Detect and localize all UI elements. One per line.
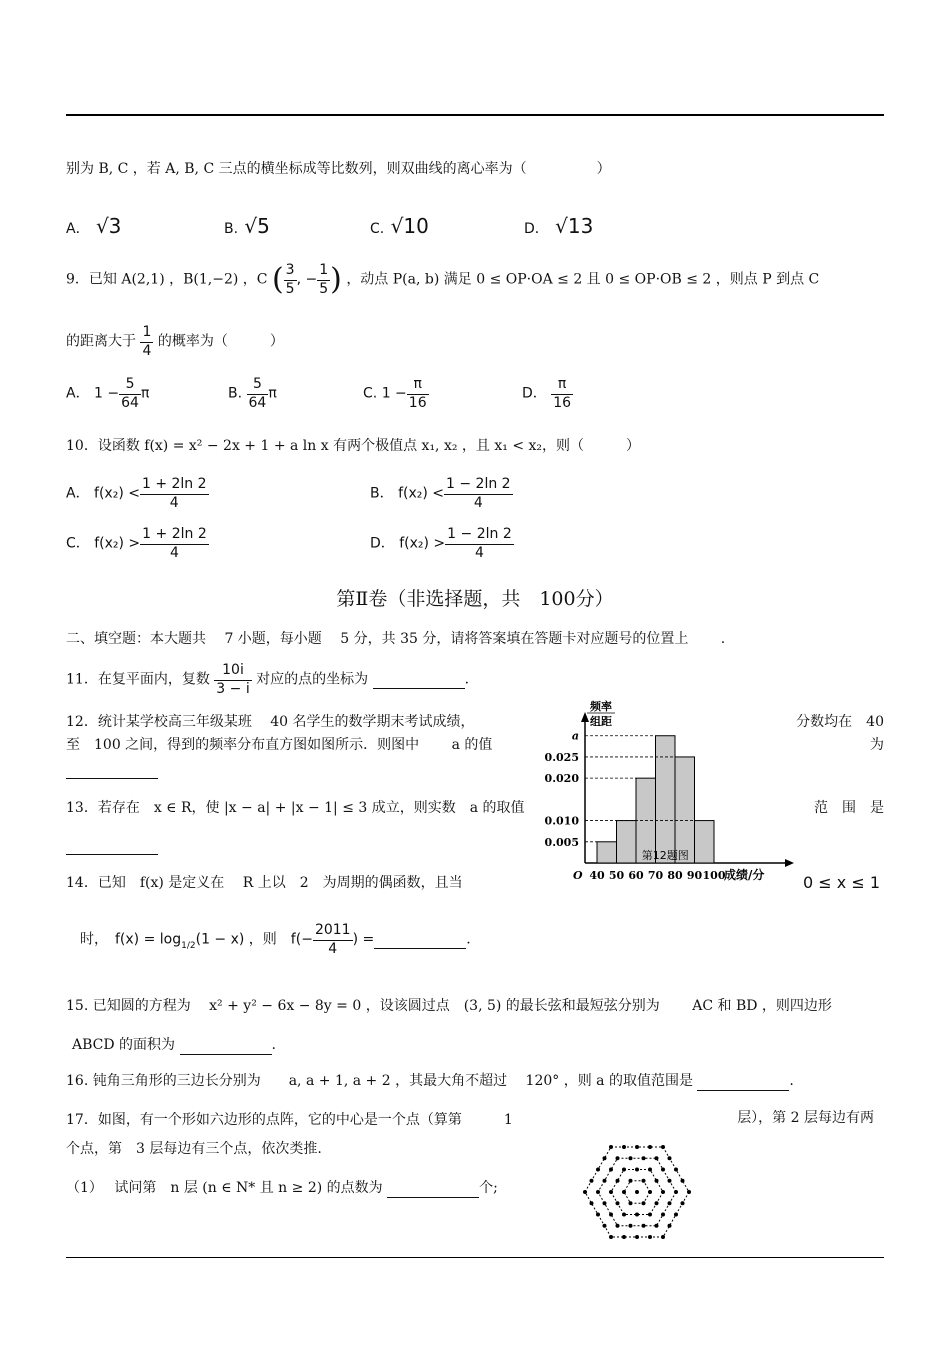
lattice-dot (642, 1201, 646, 1205)
lattice-dot (681, 1179, 685, 1183)
lattice-dot (629, 1224, 633, 1228)
lattice-dot (674, 1167, 678, 1171)
x-tick-label: 100 (702, 869, 726, 882)
lattice-dot (603, 1201, 607, 1205)
q10-option-b: B． f(x₂) < $\frac{1 - 2\ln 2}{4}$ (370, 476, 511, 511)
lattice-dot (661, 1235, 665, 1239)
q13-line: 13．若存在 x ∈ R，使 |x − a| + |x − 1| ≤ 3 成立，则实数 a 的取值 (66, 800, 525, 816)
lattice-dot (609, 1213, 613, 1217)
lattice-dot (668, 1156, 672, 1160)
lattice-dot (609, 1235, 613, 1239)
lattice-dot (681, 1201, 685, 1205)
q9-option-c: C. 1 − $\frac{\pi}{16}$ (363, 376, 427, 411)
y-tick-label: 0.025 (544, 750, 579, 764)
lattice-dot (661, 1145, 665, 1149)
q10-option-c: C． f(x₂) > $\frac{1 + 2\ln 2}{4}$ (66, 526, 207, 561)
x-tick-label: 60 (628, 869, 644, 882)
q15-line1: 15. 已知圆的方程为 x² + y² − 6x − 8y = 0 ，设该圆过点 (3, 5) 的最长弦和最短弦分别为 AC 和 BD ，则四边形 (66, 998, 832, 1014)
x-axis-label: 成绩/分 (724, 868, 765, 882)
lattice-dot (668, 1224, 672, 1228)
lattice-dot (648, 1145, 652, 1149)
histogram-bar (656, 736, 676, 863)
lattice-dot (629, 1156, 633, 1160)
y-axis-arrow (581, 712, 589, 722)
section-intro: 二、填空题：本大题共 7 小题，每小题 5 分，共 35 分，请将答案填在答题卡对应题号的位置上 . (66, 631, 726, 647)
origin-label: O (573, 869, 583, 882)
y-tick-label: 0.010 (544, 814, 579, 828)
q11-answer-blank[interactable] (373, 671, 465, 689)
lattice-dot (674, 1190, 678, 1194)
q8-tail: 别为 B, C ，若 A, B, C 三点的横坐标成等比数列，则双曲线的离心率为（ ） (66, 161, 611, 177)
y-tick-label: 0.020 (544, 772, 579, 786)
q9-line1: 9．已知 A(2,1) ，B(1,−2) ，C ( $\frac{3}{5}$ , − $\frac{1}{5}$ ) ，动点 P(a, b) 满足 0 ≤ OP·OA ≤ 2 且 0 ≤ OP·OB ≤ 2 ，则点 P 到点 C (66, 262, 820, 297)
lattice-dot (616, 1156, 620, 1160)
histogram-bar (675, 757, 695, 863)
q9-option-d: D． $\frac{\pi}{16}$ (522, 376, 572, 411)
q14-line1-right: 0 ≤ x ≤ 1 (803, 873, 880, 892)
lattice-dot (603, 1179, 607, 1183)
q9-line2: 的距离大于 $\frac{1}{4}$ 的概率为（ ） (66, 324, 284, 359)
c-x-fraction: $\frac{3}{5}$ (285, 262, 295, 297)
lattice-dot (687, 1190, 691, 1194)
figure-caption: 第12题图 (641, 849, 689, 862)
lattice-dot (616, 1179, 620, 1183)
lattice-dot (596, 1213, 600, 1217)
section-title: 第Ⅱ卷（非选择题，共 100分） (336, 588, 614, 610)
q12-line1-right: 分数均在 40 (796, 714, 884, 730)
histogram-bar (695, 821, 715, 863)
lattice-dot (596, 1190, 600, 1194)
lattice-dot (622, 1235, 626, 1239)
x-tick-label: 90 (686, 869, 703, 882)
lattice-dot (661, 1213, 665, 1217)
hexagon-dot-lattice-figure (572, 1135, 702, 1250)
q13-right: 范 围 是 (814, 800, 884, 816)
lattice-dot (642, 1224, 646, 1228)
q15-line2: ABCD 的面积为 . (72, 1037, 276, 1053)
q8-option-b: B. √5 (224, 214, 270, 238)
q16-line: 16. 钝角三角形的三边长分别为 a, a + 1, a + 2 ，其最大角不超过 120° ，则 a 的取值范围是 . (66, 1073, 794, 1089)
lattice-dot (616, 1224, 620, 1228)
q10-option-a: A． f(x₂) < $\frac{1 + 2\ln 2}{4}$ (66, 476, 207, 511)
q17-line3: （1） 试问第 n 层 (n ∈ N* 且 n ≥ 2) 的点数为 个; (66, 1180, 498, 1196)
histogram-bar (617, 821, 637, 863)
bottom-rule (66, 1257, 884, 1258)
q12-answer-blank[interactable] (66, 762, 158, 779)
q10-option-d: D． f(x₂) > $\frac{1 - 2\ln 2}{4}$ (370, 526, 512, 561)
lattice-dot (616, 1201, 620, 1205)
lattice-dot (609, 1167, 613, 1171)
lattice-dot (622, 1167, 626, 1171)
q17-line2: 个点，第 3 层每边有三个点，依次类推. (66, 1141, 322, 1157)
lattice-dot (648, 1167, 652, 1171)
q14-line2: 时， $f(x) = \log_{1/2}(1 - x)$ ，则 f(− $\frac{2011}{4}$ ) = . (80, 922, 471, 957)
lattice-dot (668, 1179, 672, 1183)
q15-answer-blank[interactable] (180, 1037, 272, 1055)
q10-stem: 10．设函数 f(x) = x² − 2x + 1 + a ln x 有两个极值点 x₁, x₂ ，且 x₁ < x₂，则（ ） (66, 438, 641, 454)
y-tick-label: a (571, 729, 579, 743)
lattice-dot (648, 1235, 652, 1239)
q17-line1: 17．如图，有一个形如六边形的点阵，它的中心是一个点（算第 1 (66, 1112, 513, 1128)
lattice-dot (655, 1179, 659, 1183)
x-tick-label: 50 (608, 869, 625, 882)
lattice-dot (642, 1156, 646, 1160)
q9-option-a: A． 1 − $\frac{5}{64}$ π (66, 376, 150, 411)
y-axis-label-bottom: 组距 (590, 715, 612, 728)
histogram-bar (597, 842, 617, 863)
y-tick-label: 0.005 (544, 835, 579, 849)
lattice-dot (629, 1201, 633, 1205)
lattice-dot (590, 1201, 594, 1205)
histogram-figure (530, 700, 800, 890)
q13-answer-blank[interactable] (66, 838, 158, 855)
lattice-dot (603, 1156, 607, 1160)
lattice-dot (635, 1213, 639, 1217)
lattice-dot (635, 1167, 639, 1171)
lattice-dot (609, 1145, 613, 1149)
q9-option-b: B. $\frac{5}{64}$ π (228, 376, 277, 411)
q12-line2-right: 为 (870, 737, 884, 753)
q12-line1: 12．统计某学校高三年级某班 40 名学生的数学期末考试成绩， (66, 714, 475, 730)
q8-option-a: A． √3 (66, 214, 122, 238)
lattice-dot (648, 1213, 652, 1217)
lattice-dot (661, 1190, 665, 1194)
q14-answer-blank[interactable] (374, 931, 466, 949)
x-tick-label: 70 (647, 869, 664, 882)
lattice-center-dot (635, 1190, 639, 1194)
lattice-dot (674, 1213, 678, 1217)
lattice-dot (622, 1190, 626, 1194)
q17-line1-right: 层），第 2 层每边有两 (737, 1110, 874, 1126)
lattice-dot (609, 1190, 613, 1194)
lattice-dot (642, 1179, 646, 1183)
c-y-fraction: $\frac{1}{5}$ (319, 262, 329, 297)
lattice-dot (635, 1145, 639, 1149)
x-tick-label: 80 (667, 869, 683, 882)
lattice-dot (661, 1167, 665, 1171)
q14-line1: 14．已知 f(x) 是定义在 R 上以 2 为周期的偶函数，且当 (66, 875, 463, 891)
x-tick-label: 40 (589, 869, 605, 882)
x-axis-arrow (785, 859, 794, 867)
lattice-dot (629, 1179, 633, 1183)
q17-answer-blank[interactable] (387, 1180, 479, 1198)
y-axis-label-top: 频率 (590, 700, 612, 713)
lattice-dot (603, 1224, 607, 1228)
lattice-dot (596, 1167, 600, 1171)
q16-answer-blank[interactable] (697, 1073, 789, 1091)
lattice-dot (622, 1213, 626, 1217)
lattice-dot (655, 1201, 659, 1205)
lattice-dot (668, 1201, 672, 1205)
lattice-dot (635, 1235, 639, 1239)
q11: 11．在复平面内，复数 $\frac{10i}{3 - i}$ 对应的点的坐标为 . (66, 662, 470, 697)
top-rule (66, 114, 884, 116)
lattice-dot (622, 1145, 626, 1149)
lattice-dot (583, 1190, 587, 1194)
lattice-dot (648, 1190, 652, 1194)
q8-option-c: C. √10 (370, 214, 429, 238)
q8-option-d: D． √13 (524, 214, 594, 238)
lattice-dot (655, 1156, 659, 1160)
q12-line2: 至 100 之间，得到的频率分布直方图如图所示．则图中 a 的值 (66, 737, 493, 753)
lattice-dot (655, 1224, 659, 1228)
lattice-dot (590, 1179, 594, 1183)
